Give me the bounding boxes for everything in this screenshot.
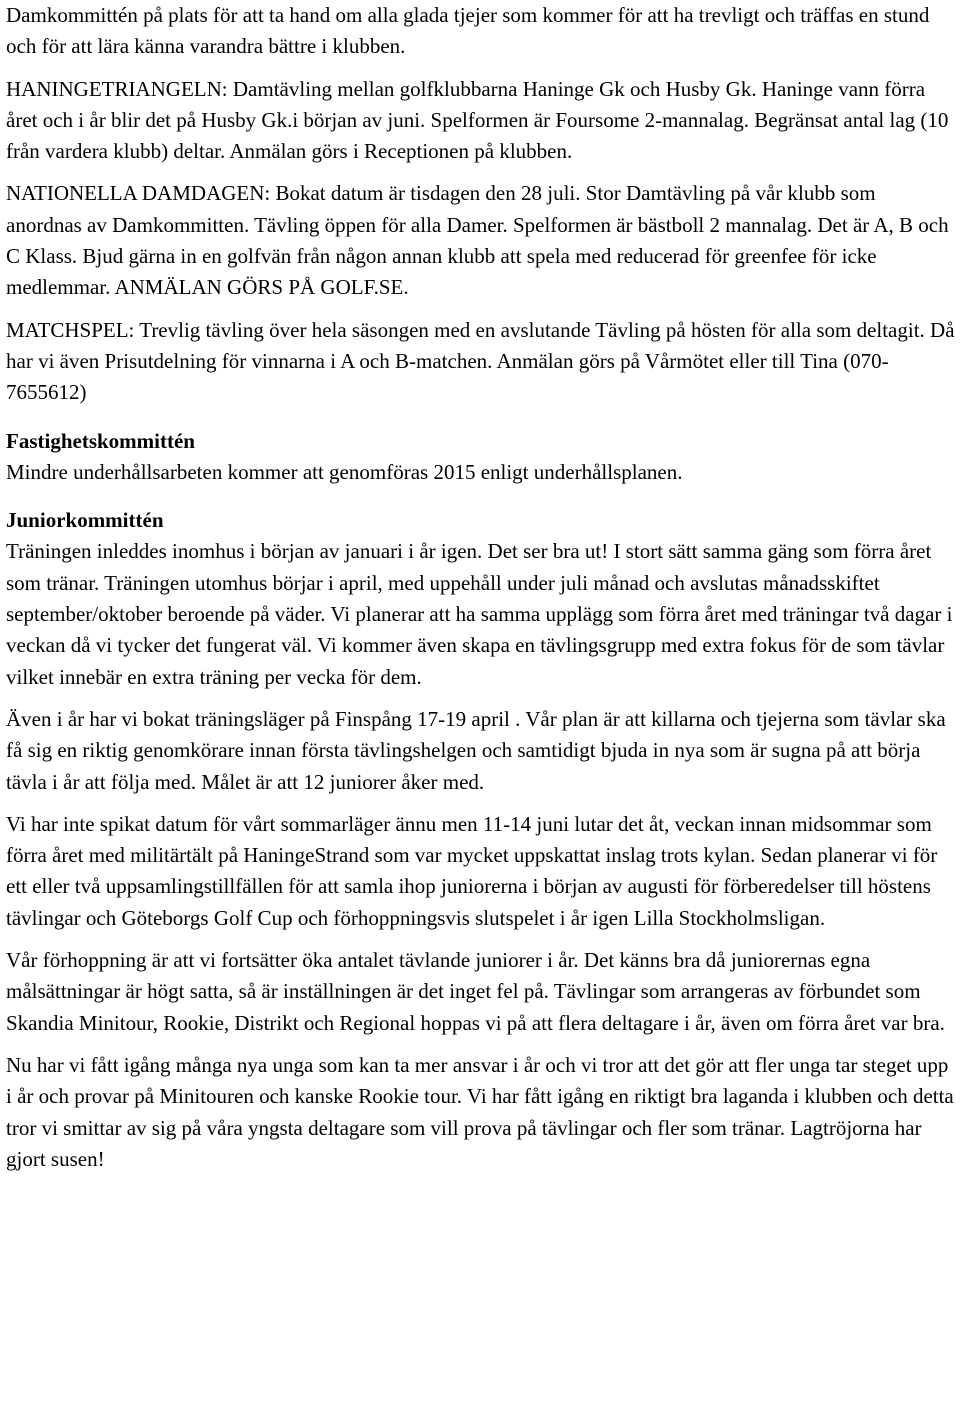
haningetriangeln-paragraph: HANINGETRIANGELN: Damtävling mellan golfklubbarna Haninge Gk och Husby Gk. Haninge vann förra året och i år blir det på Husby Gk.i början av juni. Spelformen är Foursome 2-mannalag. Begränsat antal lag (10 från vardera klubb) deltar. Anmälan görs i Receptionen på klubben. — [6, 76, 949, 164]
junior-paragraph-sommarlager: Vi har inte spikat datum för vårt sommarläger ännu men 11-14 juni lutar det åt, veckan innan midsommar som förra året med militärtält på HaningeStrand som var mycket uppskattat inslag trots kylan. Sedan planerar vi för ett eller två uppsamlingstillfällen för att samla ihop juniorerna i början av augusti för förberedelser till höstens tävlingar och Göteborgs Golf Cup och förhoppningsvis slutspelet i år igen Lilla Stockholmsligan. — [6, 811, 938, 930]
junior-paragraph-laganda: Nu har vi fått igång många nya unga som kan ta mer ansvar i år och vi tror att det gör att fler unga tar steget upp i år och provar på Minitouren och kanske Rookie tour. Vi har fått igång en riktigt bra laganda i klubben och detta tror vi smittar av sig på våra yngsta deltagare som vill prova på tävlingar och fler som tränar. Lagtröjorna har gjort susen! — [6, 1052, 954, 1171]
junior-paragraph-forhoppning: Vår förhoppning är att vi fortsätter öka antalet tävlande juniorer i år. Det känns bra då juniorernas egna målsättningar är högt satta, så är inställningen är det inget fel på. Tävlingar som arrangeras av förbundet som Skandia Minitour, Rookie, Distrikt och Regional hoppas vi på att flera deltagare i år, även om förra året var bra. — [6, 948, 945, 1035]
fastighetskommitten-text: Mindre underhållsarbeten kommer att genomföras 2015 enligt underhållsplanen. — [6, 459, 683, 484]
junior-paragraph-traning: Träningen inleddes inomhus i början av januari i år igen. Det ser bra ut! I stort sätt samma gäng som förra året som tränar. Träningen utomhus börjar i april, med uppehåll under juli månad och avslutas månadsskiftet september/oktober beroende på väder. Vi planerar att ha samma upplägg som förra året med träningar två dagar i veckan då vi tycker det fungerat väl. Vi kommer även skapa en tävlingsgrupp med extra fokus för de som tävlar vilket innebär en extra träning per vecka för dem. — [6, 539, 953, 689]
damkommitten-intro-paragraph: Damkommittén på plats för att ta hand om alla glada tjejer som kommer för att ha trevligt och träffas en stund och för att lära känna varandra bättre i klubben. — [6, 3, 930, 59]
fastighetskommitten-heading: Fastighetskommittén — [6, 428, 195, 453]
junior-paragraph-lager: Även i år har vi bokat träningsläger på Finspång 17-19 april . Vår plan är att killarna och tjejerna som tävlar ska få sig en riktig genomkörare innan första tävlingshelgen och samtidigt bjuda in nya som är sugna på att börja tävla i år att följa med. Målet är att 12 juniorer åker med. — [6, 706, 946, 794]
nationella-damdagen-paragraph: NATIONELLA DAMDAGEN: Bokat datum är tisdagen den 28 juli. Stor Damtävling på vår klubb som anordnas av Damkommitten. Tävling öppen för alla Damer. Spelformen är bästboll 2 mannalag. Det är A, B och C Klass. Bjud gärna in en golfvän från någon annan klubb att spela med reducerad för greenfee för icke medlemmar. ANMÄLAN GÖRS PÅ GOLF.SE. — [6, 181, 949, 300]
juniorkommitten-heading: Juniorkommittén — [6, 508, 164, 533]
matchspel-paragraph: MATCHSPEL: Trevlig tävling över hela säsongen med en avslutande Tävling på hösten för alla som deltagit. Då har vi även Prisutdelning för vinnarna i A och B-matchen. Anmälan görs på Vårmötet eller till Tina (070-7655612) — [6, 317, 955, 405]
document-page — [6, 0, 956, 1175]
